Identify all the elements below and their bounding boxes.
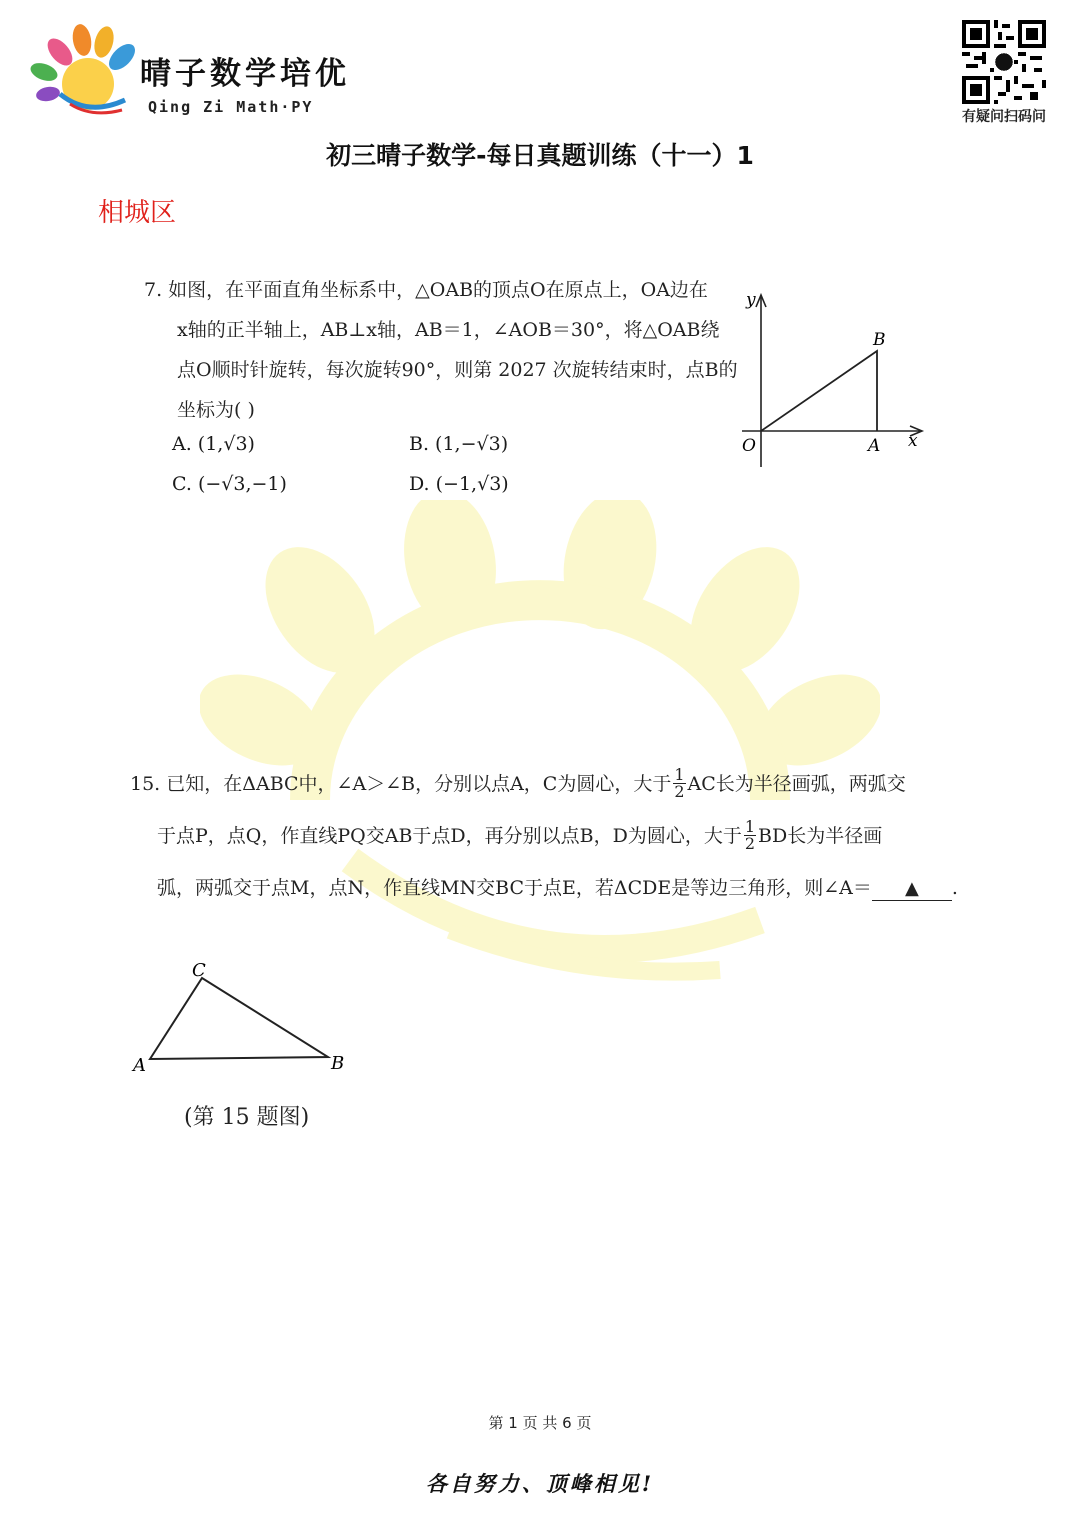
- label-b: B: [873, 330, 886, 350]
- figure-15-caption: (第 15 题图): [184, 1105, 310, 1130]
- triangle-abc: [150, 978, 328, 1059]
- qr-code-icon: [962, 20, 1046, 104]
- question-15-period: .: [951, 877, 958, 899]
- district-label: 相城区: [98, 198, 177, 228]
- question-7-line: 点O顺时针旋转，每次旋转90°，则第 2027 次旋转结束时，点B的: [177, 359, 738, 381]
- label-y: y: [746, 290, 756, 310]
- fraction-numerator: 1: [744, 816, 756, 836]
- question-7-figure: [732, 285, 932, 470]
- question-15-text: 于点P，点Q，作直线PQ交AB于点D，再分别以点B，D为圆心，大于: [157, 825, 742, 847]
- fraction-denominator: 2: [744, 833, 756, 853]
- page-number: 第 1 页 共 6 页: [488, 1414, 592, 1432]
- qr-caption: 有疑问扫码问: [962, 109, 1046, 125]
- page-title: 初三晴子数学-每日真题训练（十一）1: [326, 141, 754, 170]
- label-b: B: [331, 1053, 345, 1074]
- question-15-line: [130, 758, 960, 810]
- question-15-text: 弧，两弧交于点M，点N，作直线MN交BC于点E，若ΔCDE是等边三角形，则∠A＝: [157, 877, 872, 899]
- brand-name-en: Qing Zi Math·PY: [148, 98, 314, 116]
- question-15-figure: [128, 956, 358, 1076]
- option-a: A. (1,√3): [172, 433, 255, 455]
- question-7-line: x轴的正半轴上，AB⊥x轴，AB＝1，∠AOB＝30°，将△OAB绕: [177, 319, 720, 341]
- fraction-denominator: 2: [674, 781, 685, 801]
- option-c: C. (−√3,−1): [172, 473, 287, 495]
- fraction-half: [673, 764, 685, 801]
- label-a: A: [868, 436, 881, 456]
- question-15: [130, 758, 960, 914]
- question-7-line: 坐标为( ): [177, 399, 255, 421]
- brand-name: 晴子数学培优: [140, 56, 350, 92]
- triangle-oab: [761, 351, 877, 431]
- footer-motto: 各自努力、顶峰相见!: [425, 1471, 655, 1496]
- sun-logo-icon: [30, 22, 140, 122]
- question-15-text: 15. 已知，在ΔABC中，∠A＞∠B，分别以点A，C为圆心，大于: [130, 773, 672, 795]
- label-a: A: [133, 1055, 146, 1076]
- blank-triangle-mark: ▲: [904, 878, 919, 899]
- fraction-half: [744, 816, 756, 853]
- question-7-line: 7. 如图，在平面直角坐标系中，△OAB的顶点O在原点上，OA边在: [144, 279, 708, 301]
- label-o: O: [742, 436, 756, 456]
- question-15-line: [130, 810, 960, 862]
- fraction-numerator: 1: [674, 764, 685, 784]
- label-c: C: [192, 960, 206, 981]
- question-15-text: BD长为半径画: [758, 825, 883, 847]
- option-d: D. (−1,√3): [409, 473, 509, 495]
- question-15-line: [130, 862, 960, 914]
- question-7: [144, 270, 738, 430]
- label-x: x: [908, 431, 918, 451]
- answer-blank[interactable]: [872, 877, 952, 901]
- watermark-logo: [200, 500, 883, 1000]
- option-b: B. (1,−√3): [409, 433, 509, 455]
- question-15-text: AC长为半径画弧，两弧交: [687, 773, 906, 795]
